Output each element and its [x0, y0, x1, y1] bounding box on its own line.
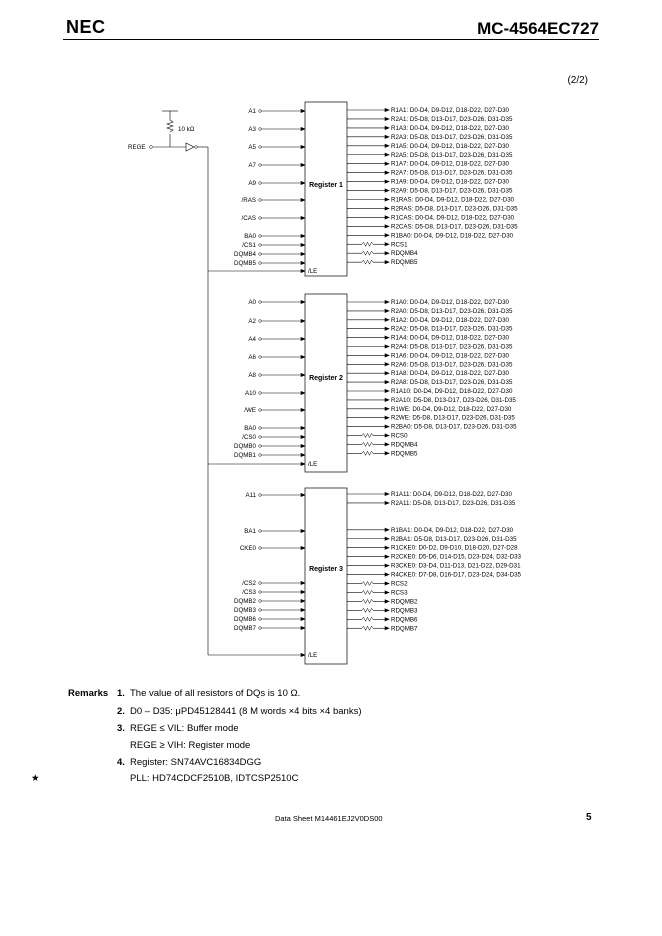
- output-label: RCS3: [391, 589, 408, 597]
- output-arrow: [385, 609, 389, 612]
- register-box: [305, 488, 347, 664]
- input-arrow: [301, 163, 305, 166]
- output-arrow: [385, 126, 389, 129]
- page-indicator: (2/2): [567, 75, 588, 86]
- input-arrow: [301, 319, 305, 322]
- input-arrow: [301, 337, 305, 340]
- input-label: A11: [245, 492, 256, 499]
- output-label: R2CAS: D5-D8, D13-D17, D23-D26, D31-D35: [391, 223, 518, 231]
- input-terminal: [259, 530, 262, 533]
- input-arrow: [301, 198, 305, 201]
- input-label: DQMB2: [233, 598, 256, 605]
- input-arrow: [301, 599, 305, 602]
- output-arrow: [385, 407, 389, 410]
- remark-1-text: The value of all resistors of DQs is 10 Ω.: [130, 688, 301, 699]
- output-arrow: [385, 153, 389, 156]
- output-arrow: [385, 300, 389, 303]
- input-terminal: [259, 235, 262, 238]
- output-arrow: [385, 243, 389, 246]
- output-label: R2A7: D5-D8, D13-D17, D23-D26, D31-D35: [391, 169, 513, 177]
- output-arrow: [385, 443, 389, 446]
- input-arrow: [301, 581, 305, 584]
- input-arrow: [301, 546, 305, 549]
- input-terminal: [259, 409, 262, 412]
- part-number: MC-4564EC727: [477, 19, 599, 38]
- input-label: A1: [248, 108, 256, 115]
- output-arrow: [385, 180, 389, 183]
- output-label: R2A11: D5-D8, D13-D17, D23-D26, D31-D35: [391, 499, 516, 507]
- output-resistor: [362, 260, 373, 264]
- input-terminal: [259, 392, 262, 395]
- remark-1-number: 1.: [117, 688, 125, 699]
- output-resistor: [362, 434, 373, 438]
- input-terminal: [259, 128, 262, 131]
- input-arrow: [301, 617, 305, 620]
- output-label: R2A4: D5-D8, D13-D17, D23-D26, D31-D35: [391, 343, 513, 351]
- output-arrow: [385, 627, 389, 630]
- output-arrow: [385, 144, 389, 147]
- input-label: A0: [248, 299, 256, 306]
- output-arrow: [385, 309, 389, 312]
- output-arrow: [385, 381, 389, 384]
- le-arrow: [301, 462, 305, 465]
- output-arrow: [385, 389, 389, 392]
- input-terminal: [259, 182, 262, 185]
- output-label: R2BA0: D5-D8, D13-D17, D23-D26, D31-D35: [391, 423, 517, 431]
- input-label: BA0: [244, 233, 256, 240]
- output-label: RDQMB4: [391, 250, 418, 258]
- input-terminal: [259, 609, 262, 612]
- output-resistor: [362, 242, 373, 246]
- input-terminal: [259, 199, 262, 202]
- input-arrow: [301, 127, 305, 130]
- output-arrow: [385, 171, 389, 174]
- output-label: R1CAS: D0-D4, D9-D12, D18-D22, D27-D30: [391, 214, 515, 222]
- input-arrow: [301, 408, 305, 411]
- input-arrow: [301, 493, 305, 496]
- input-arrow: [301, 145, 305, 148]
- input-arrow: [301, 355, 305, 358]
- output-arrow: [385, 117, 389, 120]
- input-label: /CS2: [242, 580, 256, 587]
- input-terminal: [259, 338, 262, 341]
- input-terminal: [259, 454, 262, 457]
- register-box: [305, 102, 347, 276]
- output-label: R1A1: D0-D4, D9-D12, D18-D22, D27-D30: [391, 107, 509, 114]
- le-arrow: [301, 269, 305, 272]
- input-label: DQMB1: [233, 452, 256, 459]
- output-label: R2A0: D5-D8, D13-D17, D23-D26, D31-D35: [391, 307, 513, 315]
- buffer-symbol: [186, 143, 194, 151]
- input-terminal: [259, 582, 262, 585]
- output-arrow: [385, 198, 389, 201]
- le-label: /LE: [308, 268, 318, 275]
- input-arrow: [301, 252, 305, 255]
- output-label: R2RAS: D5-D8, D13-D17, D23-D26, D31-D35: [391, 205, 518, 213]
- output-label: R2A5: D5-D8, D13-D17, D23-D26, D31-D35: [391, 151, 513, 159]
- input-arrow: [301, 181, 305, 184]
- input-label: A10: [244, 390, 256, 397]
- output-label: R1A6: D0-D4, D9-D12, D18-D22, D27-D30: [391, 352, 509, 360]
- output-label: R1A3: D0-D4, D9-D12, D18-D22, D27-D30: [391, 124, 509, 132]
- output-resistor: [362, 617, 373, 621]
- input-label: /WE: [244, 407, 256, 414]
- output-arrow: [385, 425, 389, 428]
- output-arrow: [385, 492, 389, 495]
- buffer-bubble: [195, 146, 198, 149]
- output-label: RDQMB5: [391, 450, 418, 458]
- output-arrow: [385, 600, 389, 603]
- output-arrow: [385, 318, 389, 321]
- output-resistor: [362, 451, 373, 455]
- input-arrow: [301, 590, 305, 593]
- input-label: DQMB6: [233, 616, 256, 623]
- output-arrow: [385, 555, 389, 558]
- output-arrow: [385, 372, 389, 375]
- output-label: R1A10: D0-D4, D9-D12, D18-D22, D27-D30: [391, 388, 513, 395]
- output-label: R1BA1: D0-D4, D9-D12, D18-D22, D27-D30: [391, 526, 514, 534]
- output-arrow: [385, 108, 389, 111]
- remarks-label: Remarks: [68, 688, 109, 699]
- input-arrow: [301, 608, 305, 611]
- input-arrow: [301, 300, 305, 303]
- output-arrow: [385, 618, 389, 621]
- output-arrow: [385, 354, 389, 357]
- output-arrow: [385, 452, 389, 455]
- le-label: /LE: [308, 461, 318, 468]
- input-label: A4: [248, 336, 256, 343]
- output-arrow: [385, 336, 389, 339]
- output-arrow: [385, 189, 389, 192]
- output-label: R1A0: D0-D4, D9-D12, D18-D22, D27-D30: [391, 299, 509, 306]
- input-label: CKE0: [239, 545, 256, 552]
- input-arrow: [301, 243, 305, 246]
- input-terminal: [259, 627, 262, 630]
- output-label: R3CKE0: D3-D4, D11-D13, D21-D22, D29-D31: [391, 562, 521, 570]
- output-label: RCS2: [391, 580, 408, 588]
- input-terminal: [259, 547, 262, 550]
- output-label: R1A8: D0-D4, D9-D12, D18-D22, D27-D30: [391, 370, 509, 378]
- input-terminal: [259, 146, 262, 149]
- output-label: R1A11: D0-D4, D9-D12, D18-D22, D27-D30: [391, 491, 512, 498]
- output-resistor: [362, 608, 373, 612]
- input-label: DQMB0: [233, 443, 256, 450]
- output-label: R1RAS: D0-D4, D9-D12, D18-D22, D27-D30: [391, 196, 515, 204]
- register-box: [305, 294, 347, 472]
- output-label: R1BA0: D0-D4, D9-D12, D18-D22, D27-D30: [391, 232, 514, 240]
- input-arrow: [301, 626, 305, 629]
- output-label: R1A2: D0-D4, D9-D12, D18-D22, D27-D30: [391, 316, 509, 324]
- input-terminal: [259, 427, 262, 430]
- rege-terminal: [150, 146, 153, 149]
- remark-3-subtext: REGE ≥ VIH: Register mode: [130, 740, 251, 751]
- input-arrow: [301, 234, 305, 237]
- remark-3-number: 3.: [117, 723, 125, 734]
- resistor-value-label: 10 kΩ: [178, 126, 195, 133]
- output-label: RDQMB4: [391, 441, 418, 449]
- input-arrow: [301, 453, 305, 456]
- input-terminal: [259, 253, 262, 256]
- input-label: A5: [248, 144, 256, 151]
- input-terminal: [259, 301, 262, 304]
- input-label: /CS0: [242, 434, 256, 441]
- input-label: A6: [248, 354, 256, 361]
- output-label: R1CKE0: D0-D2, D9-D10, D18-D20, D27-D28: [391, 544, 518, 552]
- output-label: RCS1: [391, 241, 408, 249]
- input-label: /CS3: [242, 589, 256, 596]
- output-resistor: [362, 626, 373, 630]
- footer-doc-ref: Data Sheet M14461EJ2V0DS00: [275, 814, 383, 823]
- register-title: Register 3: [309, 566, 343, 573]
- output-arrow: [385, 216, 389, 219]
- input-arrow: [301, 109, 305, 112]
- output-arrow: [385, 252, 389, 255]
- output-arrow: [385, 501, 389, 504]
- register-title: Register 2: [309, 375, 343, 382]
- output-arrow: [385, 537, 389, 540]
- input-label: A7: [248, 162, 256, 169]
- output-label: R2WE: D5-D8, D13-D17, D23-D26, D31-D35: [391, 414, 515, 422]
- input-terminal: [259, 164, 262, 167]
- input-terminal: [259, 591, 262, 594]
- output-arrow: [385, 363, 389, 366]
- output-label: RDQMB6: [391, 616, 418, 624]
- remark-4-subtext: PLL: HD74CDCF2510B, IDTCSP2510C: [130, 773, 299, 784]
- input-terminal: [259, 244, 262, 247]
- register-title: Register 1: [309, 182, 343, 189]
- output-label: R2A8: D5-D8, D13-D17, D23-D26, D31-D35: [391, 379, 513, 387]
- output-label: R1A4: D0-D4, D9-D12, D18-D22, D27-D30: [391, 334, 509, 342]
- input-label: DQMB5: [233, 260, 256, 267]
- output-label: RDQMB3: [391, 607, 418, 615]
- output-label: R1A5: D0-D4, D9-D12, D18-D22, D27-D30: [391, 142, 509, 150]
- output-label: R2CKE0: D5-D6, D14-D15, D23-D24, D32-D33: [391, 553, 521, 561]
- input-terminal: [259, 618, 262, 621]
- input-terminal: [259, 494, 262, 497]
- input-terminal: [259, 600, 262, 603]
- input-label: DQMB4: [233, 251, 256, 258]
- remark-2-text: D0 – D35: μPD45128441 (8 M words ×4 bits ×4 banks): [130, 706, 362, 717]
- output-resistor: [362, 442, 373, 446]
- input-label: A8: [248, 372, 256, 379]
- remark-4-text: Register: SN74AVC16834DGG: [130, 757, 262, 768]
- output-label: R2A9: D5-D8, D13-D17, D23-D26, D31-D35: [391, 187, 513, 195]
- output-arrow: [385, 398, 389, 401]
- input-label: /CS1: [242, 242, 256, 249]
- input-label: A3: [248, 126, 256, 133]
- output-label: R2A3: D5-D8, D13-D17, D23-D26, D31-D35: [391, 133, 513, 141]
- output-label: R2A1: D5-D8, D13-D17, D23-D26, D31-D35: [391, 115, 513, 123]
- output-arrow: [385, 261, 389, 264]
- le-label: /LE: [308, 652, 318, 659]
- input-arrow: [301, 216, 305, 219]
- output-arrow: [385, 573, 389, 576]
- output-arrow: [385, 345, 389, 348]
- output-arrow: [385, 234, 389, 237]
- resistor-symbol: [167, 120, 173, 132]
- output-arrow: [385, 162, 389, 165]
- input-label: BA1: [244, 528, 256, 535]
- output-resistor: [362, 599, 373, 603]
- input-terminal: [259, 445, 262, 448]
- input-terminal: [259, 374, 262, 377]
- input-label: DQMB3: [233, 607, 256, 614]
- input-label: /CAS: [241, 215, 256, 222]
- output-label: R4CKE0: D7-D8, D16-D17, D23-D24, D34-D35: [391, 571, 521, 579]
- output-label: R1A9: D0-D4, D9-D12, D18-D22, D27-D30: [391, 178, 509, 186]
- input-arrow: [301, 444, 305, 447]
- input-arrow: [301, 435, 305, 438]
- input-terminal: [259, 217, 262, 220]
- input-terminal: [259, 110, 262, 113]
- output-resistor: [362, 251, 373, 255]
- le-arrow: [301, 653, 305, 656]
- input-terminal: [259, 436, 262, 439]
- input-terminal: [259, 356, 262, 359]
- output-resistor: [362, 590, 373, 594]
- output-label: R2A6: D5-D8, D13-D17, D23-D26, D31-D35: [391, 361, 513, 369]
- output-arrow: [385, 207, 389, 210]
- input-label: DQMB7: [233, 625, 256, 632]
- input-terminal: [259, 262, 262, 265]
- output-label: R2A2: D5-D8, D13-D17, D23-D26, D31-D35: [391, 325, 513, 333]
- output-label: RDQMB7: [391, 625, 418, 633]
- input-label: /RAS: [241, 197, 256, 204]
- output-arrow: [385, 434, 389, 437]
- input-arrow: [301, 261, 305, 264]
- rege-label: REGE: [128, 144, 146, 151]
- remark-3-text: REGE ≤ VIL: Buffer mode: [130, 723, 239, 734]
- input-arrow: [301, 373, 305, 376]
- output-label: R1WE: D0-D4, D9-D12, D18-D22, D27-D30: [391, 405, 512, 413]
- remark-4-number: 4.: [117, 757, 125, 768]
- remark-2-number: 2.: [117, 706, 125, 717]
- output-arrow: [385, 225, 389, 228]
- input-label: BA0: [244, 425, 256, 432]
- output-arrow: [385, 564, 389, 567]
- input-arrow: [301, 426, 305, 429]
- output-label: R2BA1: D5-D8, D13-D17, D23-D26, D31-D35: [391, 535, 517, 543]
- output-label: RCS0: [391, 432, 408, 440]
- output-label: RDQMB2: [391, 598, 418, 606]
- output-resistor: [362, 582, 373, 586]
- output-label: R1A7: D0-D4, D9-D12, D18-D22, D27-D30: [391, 160, 509, 168]
- star-icon: ★: [31, 773, 40, 784]
- output-arrow: [385, 135, 389, 138]
- output-arrow: [385, 528, 389, 531]
- nec-logo: NEC: [66, 17, 106, 37]
- input-label: A2: [248, 318, 256, 325]
- input-label: A9: [248, 180, 256, 187]
- footer-page-number: 5: [586, 812, 592, 823]
- output-arrow: [385, 327, 389, 330]
- output-arrow: [385, 416, 389, 419]
- output-label: R2A10: D5-D8, D13-D17, D23-D26, D31-D35: [391, 396, 516, 404]
- output-label: RDQMB5: [391, 259, 418, 267]
- output-arrow: [385, 546, 389, 549]
- output-arrow: [385, 582, 389, 585]
- input-arrow: [301, 391, 305, 394]
- input-arrow: [301, 529, 305, 532]
- output-arrow: [385, 591, 389, 594]
- input-terminal: [259, 320, 262, 323]
